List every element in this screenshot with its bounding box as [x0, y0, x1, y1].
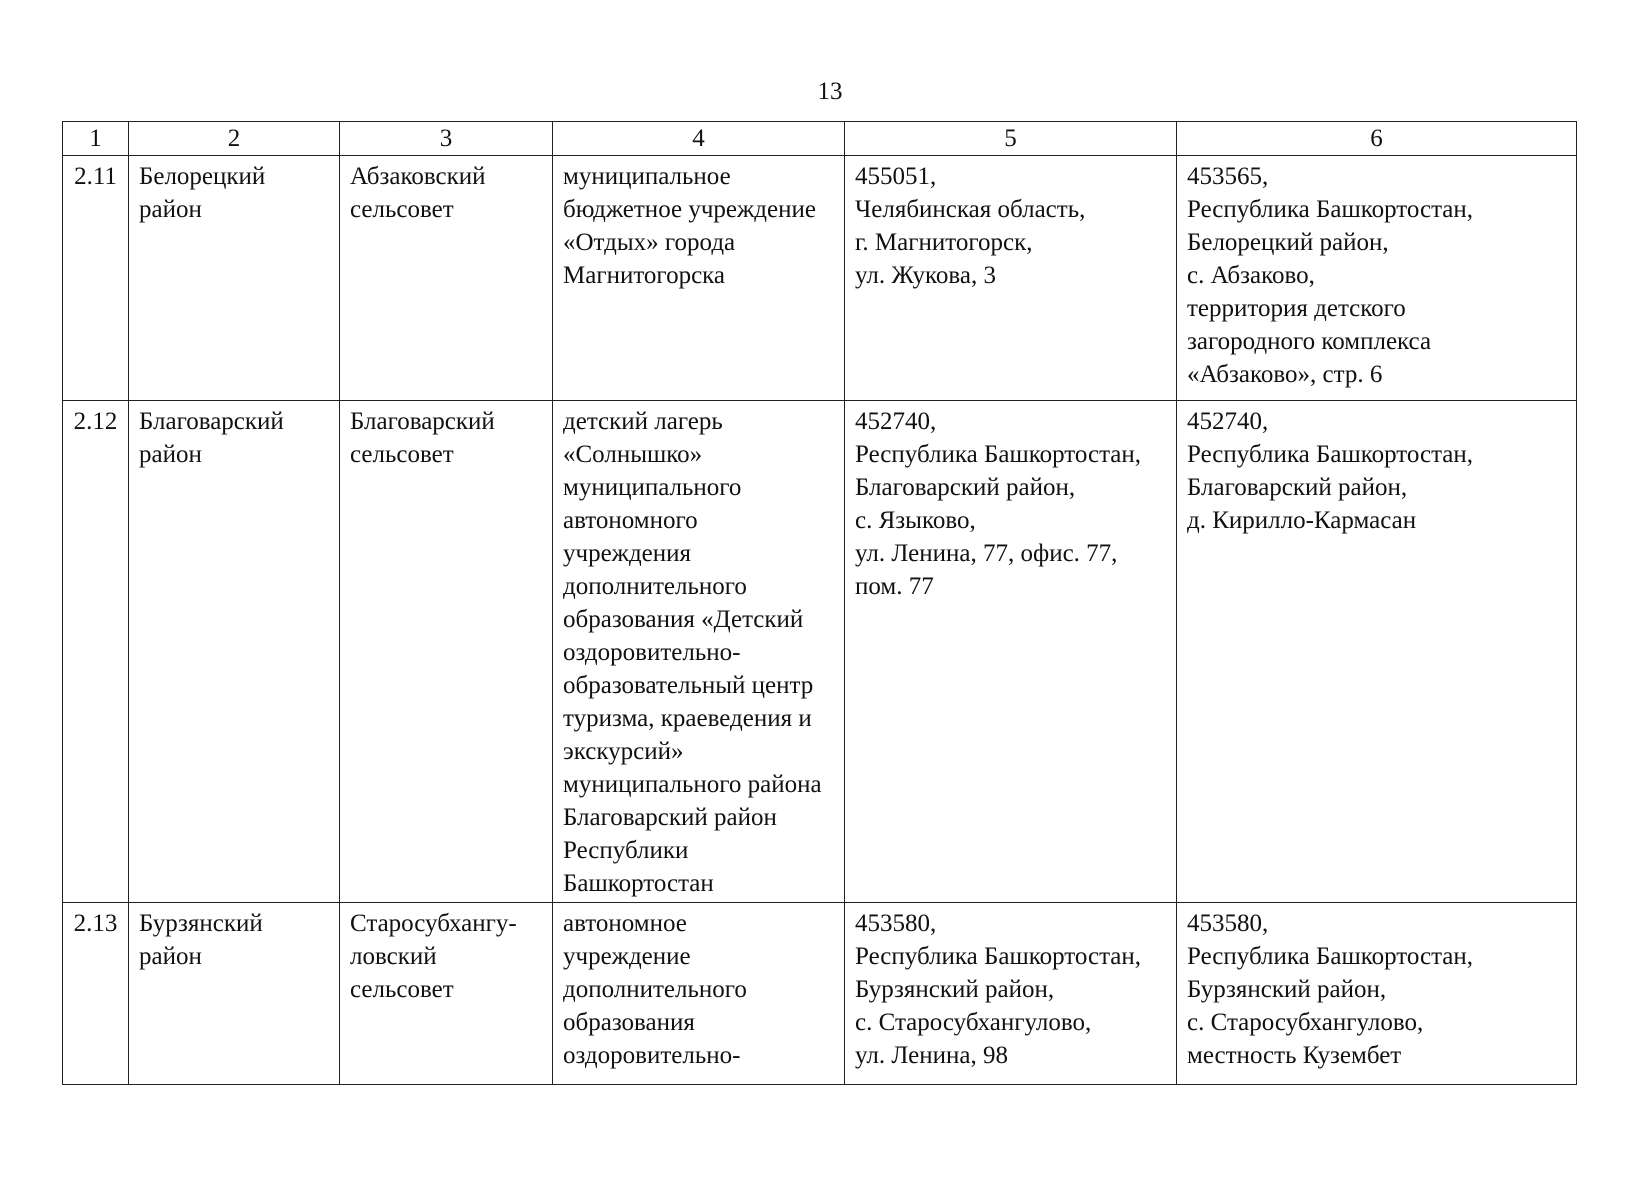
column-header-3: 3 — [340, 122, 553, 156]
council-cell: Старосубхангу- ловский сельсовет — [340, 903, 553, 1085]
legal-address-cell: 453580, Республика Башкортостан, Бурзянский район, с. Старосубхангулово, ул. Ленина, 98 — [845, 903, 1177, 1085]
table-row — [63, 156, 1577, 401]
institutions-table — [62, 121, 1577, 1085]
row-number: 2.11 — [63, 156, 129, 401]
column-header-1: 1 — [63, 122, 129, 156]
actual-address-cell: 452740, Республика Башкортостан, Благоварский район, д. Кирилло-Кармасан — [1177, 401, 1577, 903]
column-header-6: 6 — [1177, 122, 1577, 156]
column-header-5: 5 — [845, 122, 1177, 156]
district-cell: Благоварский район — [129, 401, 340, 903]
page-number: 13 — [817, 78, 843, 105]
actual-address-cell: 453580, Республика Башкортостан, Бурзянский район, с. Старосубхангулово, местность Кузембет — [1177, 903, 1577, 1085]
row-number: 2.13 — [63, 903, 129, 1085]
council-cell: Благоварский сельсовет — [340, 401, 553, 903]
legal-address-cell: 452740, Республика Башкортостан, Благоварский район, с. Языково, ул. Ленина, 77, офис. 77, пом. 77 — [845, 401, 1177, 903]
table-row — [63, 903, 1577, 1085]
column-header-2: 2 — [129, 122, 340, 156]
table-header-row — [63, 122, 1577, 156]
district-cell: Белорецкий район — [129, 156, 340, 401]
column-header-4: 4 — [553, 122, 845, 156]
row-number: 2.12 — [63, 401, 129, 903]
table-row — [63, 401, 1577, 903]
legal-address-cell: 455051, Челябинская область, г. Магнитогорск, ул. Жукова, 3 — [845, 156, 1177, 401]
organization-cell: автономное учреждение дополнительного образования оздоровительно- — [553, 903, 845, 1085]
actual-address-cell: 453565, Республика Башкортостан, Белорецкий район, с. Абзаково, территория детского загородного комплекса «Абзаково», стр. 6 — [1177, 156, 1577, 401]
council-cell: Абзаковский сельсовет — [340, 156, 553, 401]
organization-cell: детский лагерь «Солнышко» муниципального автономного учреждения дополнительного образования «Детский оздоровительно- образовательный центр туризма, краеведения и экскурсий» муниципального района Благоварский район Республики Башкортостан — [553, 401, 845, 903]
organization-cell: муниципальное бюджетное учреждение «Отдых» города Магнитогорска — [553, 156, 845, 401]
district-cell: Бурзянский район — [129, 903, 340, 1085]
